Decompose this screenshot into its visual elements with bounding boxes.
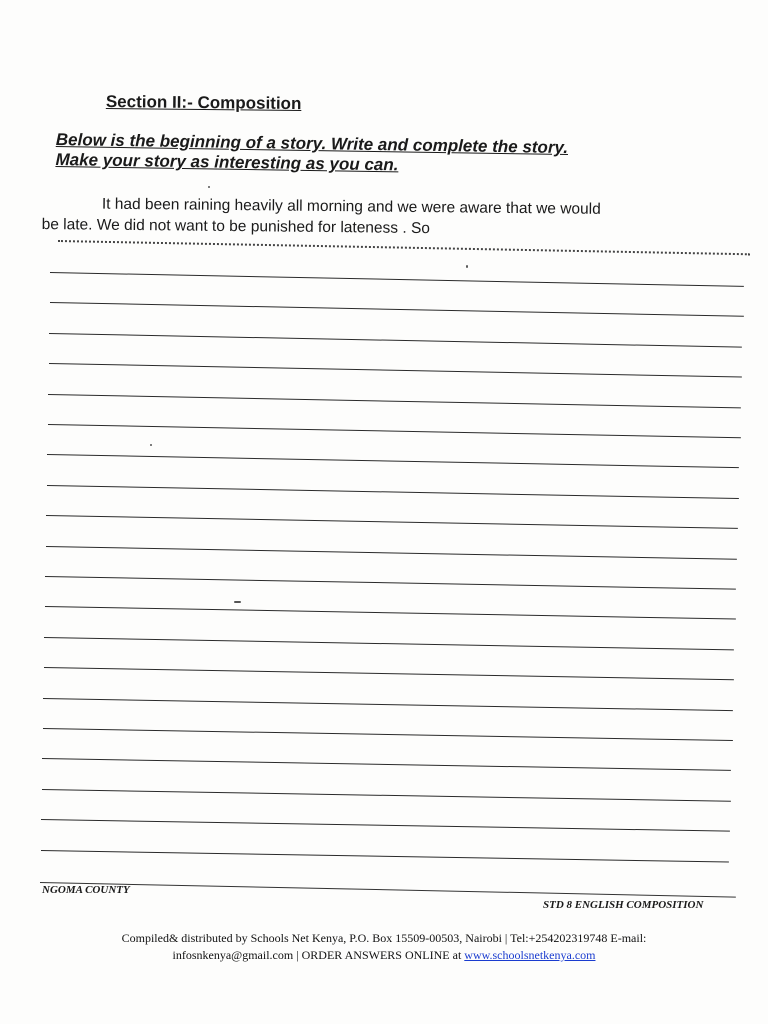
writing-line — [49, 302, 743, 317]
scan-speck — [150, 444, 152, 446]
writing-line — [49, 333, 742, 348]
writing-line — [42, 758, 731, 771]
writing-line — [48, 394, 741, 408]
credits-line-1: Compiled& distributed by Schools Net Kenya, P.O. Box 15509-00503, Nairobi | Tel:+254202319748 E-mail: — [121, 931, 647, 945]
story-line-1: It had been raining heavily all morning and we were aware that we would — [101, 195, 601, 218]
writing-line — [43, 667, 733, 680]
website-link[interactable]: www.schoolsnetkenya.com — [464, 948, 596, 962]
writing-line — [41, 819, 730, 832]
writing-line — [48, 363, 741, 378]
writing-line — [42, 728, 731, 741]
subject-label: STD 8 ENGLISH COMPOSITION — [543, 899, 704, 911]
writing-line — [44, 637, 734, 650]
credits-line-2 — [0, 947, 768, 964]
writing-line — [46, 485, 738, 499]
writing-line — [45, 546, 736, 560]
scan-speck — [234, 601, 241, 603]
section-title: Section II:- Composition — [105, 92, 302, 114]
scan-speck — [466, 265, 468, 268]
writing-line — [43, 698, 733, 711]
writing-line — [50, 272, 744, 287]
writing-line — [47, 424, 739, 438]
writing-line — [47, 454, 739, 468]
story-line-2: be late. We did not want to be punished for lateness . So — [41, 215, 431, 238]
instruction-line-2: Make your story as interesting as you can. — [55, 149, 399, 175]
writing-line — [41, 789, 730, 802]
credits-contact: infosnkenya@gmail.com | ORDER ANSWERS ONLINE at — [172, 948, 465, 962]
county-label: NGOMA COUNTY — [42, 884, 130, 896]
writing-line — [46, 515, 737, 529]
instruction-line-1: Below is the beginning of a story. Write and complete the story. — [55, 130, 569, 158]
scan-speck — [208, 186, 210, 188]
credits-block — [0, 930, 768, 964]
writing-line — [45, 576, 736, 590]
writing-line — [44, 606, 735, 620]
writing-line — [40, 850, 728, 863]
